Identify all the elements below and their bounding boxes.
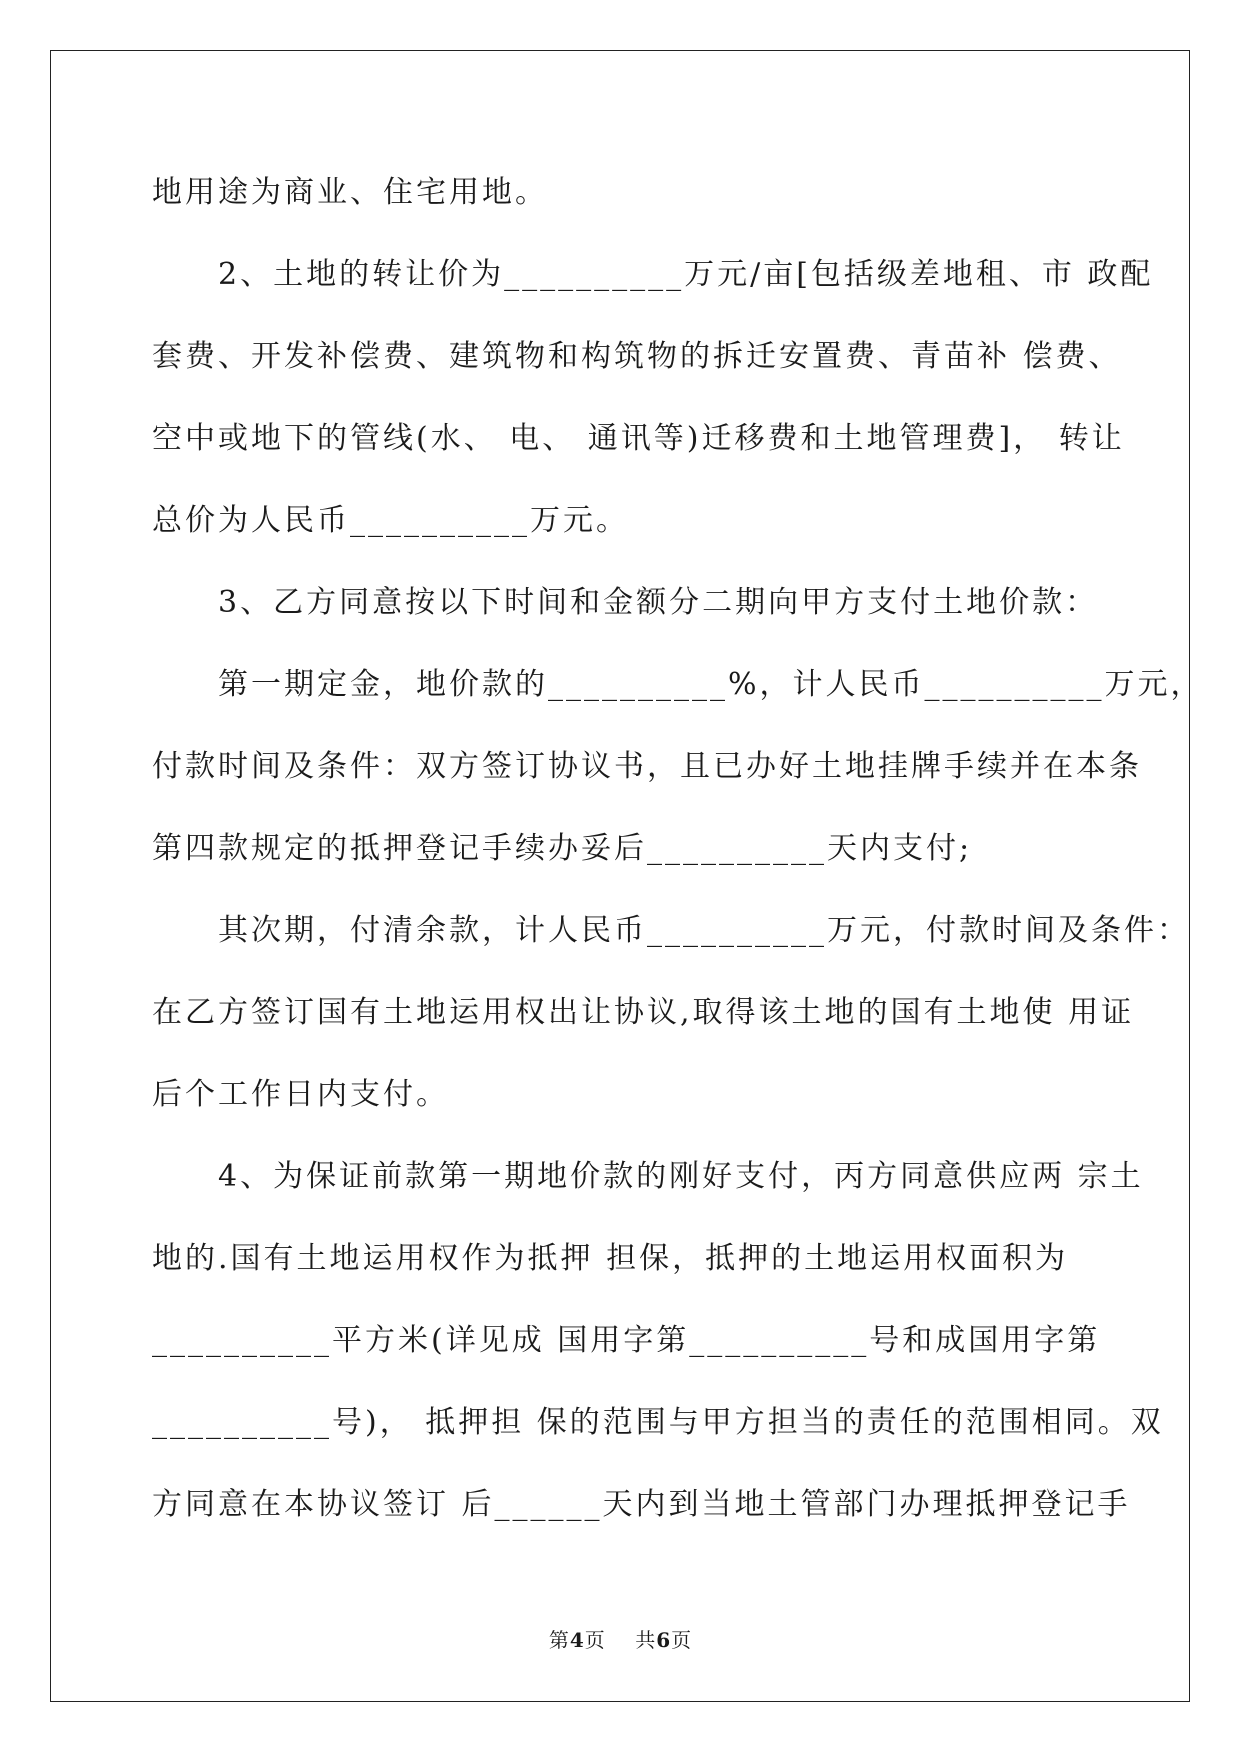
body-line: 4、为保证前款第一期地价款的刚好支付，丙方同意供应两 宗土 (152, 1159, 1144, 1194)
document-body (152, 152, 1204, 1546)
page-footer (0, 1624, 1241, 1653)
footer-page-suffix: 页 (584, 1628, 606, 1652)
body-line: 后个工作日内支付。 (152, 1077, 449, 1112)
body-line: 3、乙方同意按以下时间和金额分二期向甲方支付土地价款： (152, 585, 1099, 620)
footer-prefix: 第 (548, 1628, 570, 1652)
body-line: __________号)， 抵押担 保的范围与甲方担当的责任的范围相同。双 (152, 1405, 1164, 1440)
body-line: __________平方米(详见成 国用字第__________号和成国用字第 (152, 1323, 1101, 1358)
body-line: 套费、开发补偿费、建筑物和构筑物的拆迁安置费、青苗补 偿费、 (152, 339, 1122, 374)
body-line: 其次期，付清余款，计人民币__________万元，付款时间及条件： (152, 913, 1190, 948)
body-line: 地的.国有土地运用权作为抵押 担保，抵押的土地运用权面积为 (152, 1241, 1069, 1276)
body-line: 总价为人民币__________万元。 (152, 503, 629, 538)
total-page-number: 6 (656, 1628, 672, 1652)
body-line: 地用途为商业、住宅用地。 (152, 175, 548, 210)
body-line: 第四款规定的抵押登记手续办妥后__________天内支付; (152, 831, 973, 866)
body-line: 2、土地的转让价为__________万元/亩[包括级差地租、市 政配 (152, 257, 1154, 292)
body-line: 付款时间及条件：双方签订协议书，且已办好土地挂牌手续并在本条 (152, 749, 1142, 784)
footer-total-suffix: 页 (671, 1628, 693, 1652)
body-line: 在乙方签订国有土地运用权出让协议,取得该土地的国有土地使 用证 (152, 995, 1135, 1030)
current-page-number: 4 (569, 1628, 585, 1652)
body-line: 方同意在本协议签订 后______天内到当地土管部门办理抵押登记手 (152, 1487, 1131, 1522)
body-line: 空中或地下的管线(水、 电、 通讯等)迁移费和土地管理费]， 转让 (152, 421, 1125, 456)
footer-total-prefix: 共 (635, 1628, 657, 1652)
body-line: 第一期定金，地价款的__________%，计人民币__________万元， (152, 667, 1204, 702)
